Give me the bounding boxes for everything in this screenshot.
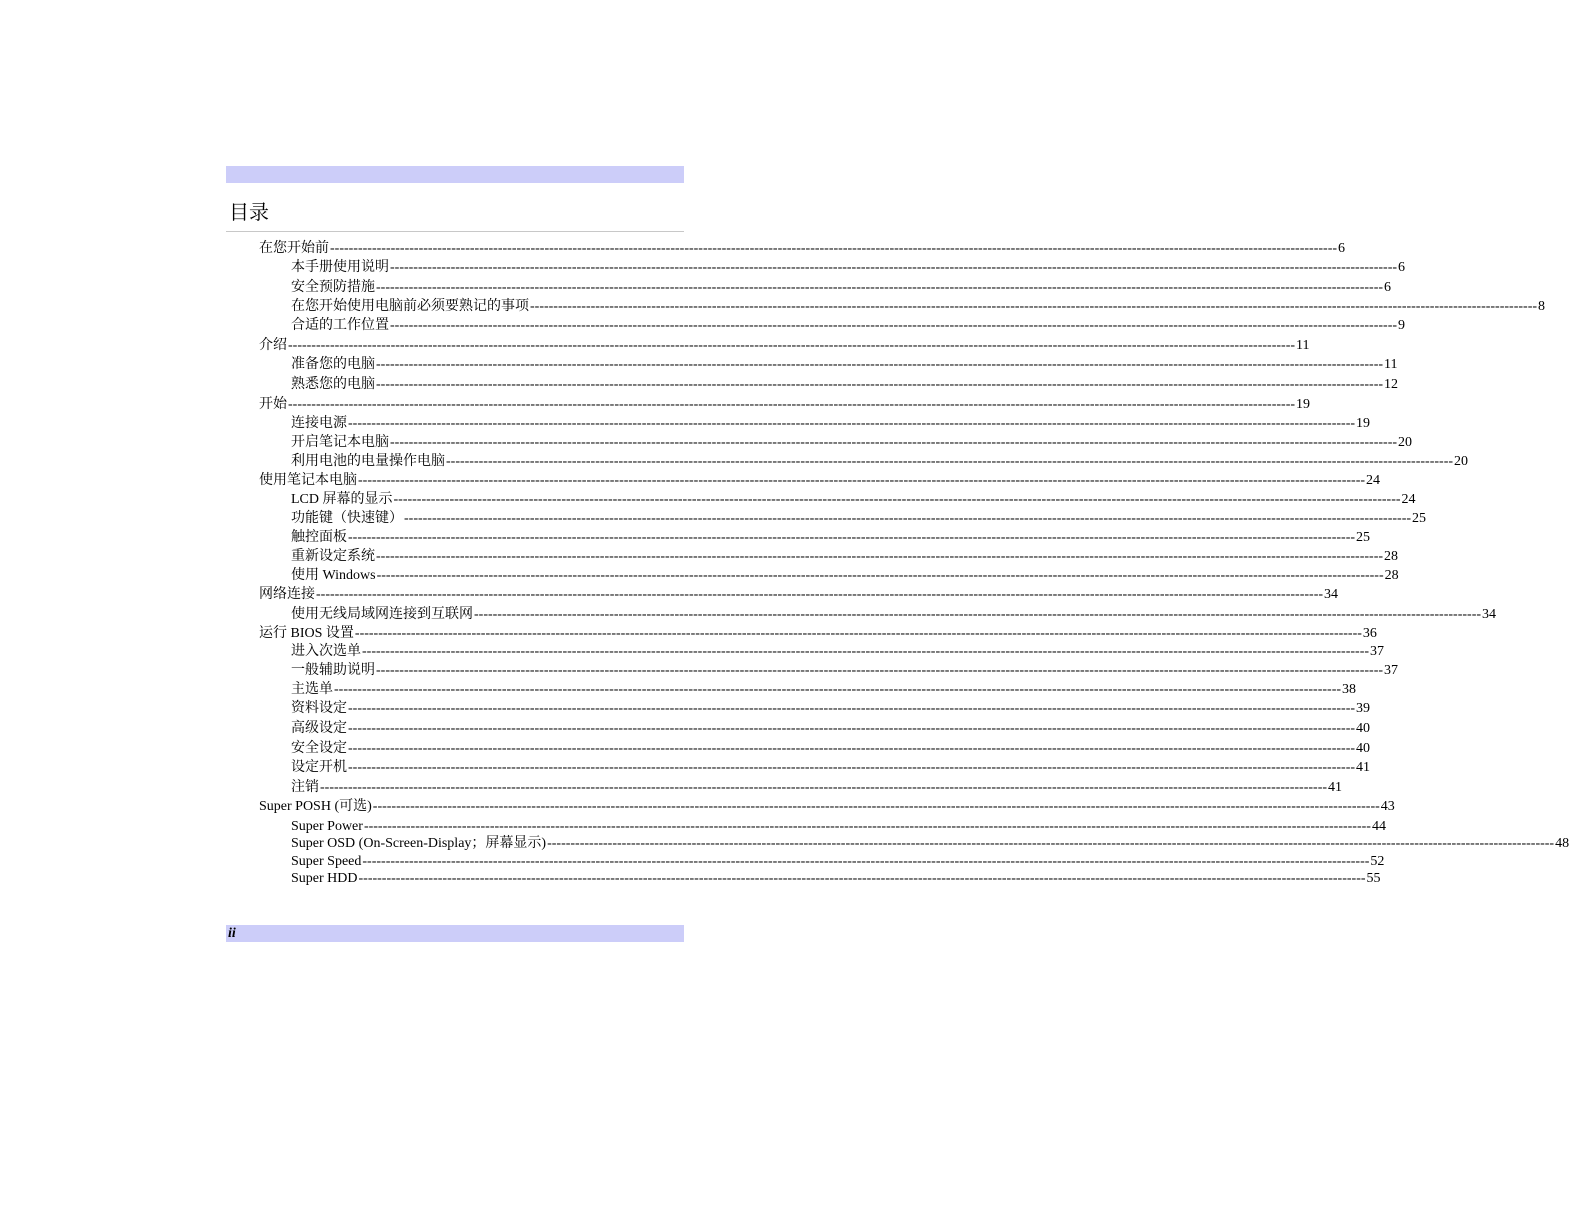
toc-entry-title: 使用笔记本电脑 bbox=[259, 473, 357, 488]
toc-subsection-entry[interactable] bbox=[291, 375, 1399, 394]
toc-subsection-entry[interactable] bbox=[291, 680, 1357, 699]
toc-subsection-entry[interactable] bbox=[291, 642, 1385, 661]
toc-entry-page: 48 bbox=[1555, 836, 1569, 851]
toc-dot-leader: ------------------------------------------------------------------------------------------------------------------------------------------------------------------------------------------------------------------------ bbox=[372, 799, 1380, 814]
toc-entry-page: 28 bbox=[1384, 568, 1399, 583]
toc-entry-title: 开始 bbox=[259, 397, 287, 412]
toc-dot-leader: ------------------------------------------------------------------------------------------------------------------------------------------------------------------------------------------------------------------------ bbox=[404, 511, 1412, 526]
toc-subsection-entry[interactable] bbox=[291, 719, 1371, 738]
toc-dot-leader: ------------------------------------------------------------------------------------------------------------------------------------------------------------------------------------------------------------------------ bbox=[390, 318, 1398, 333]
toc-entry-page: 52 bbox=[1370, 854, 1385, 869]
toc-dot-leader: ------------------------------------------------------------------------------------------------------------------------------------------------------------------------------------------------------------------------ bbox=[376, 549, 1384, 564]
toc-entry-page: 28 bbox=[1384, 549, 1399, 564]
toc-entry-title: 利用电池的电量操作电脑 bbox=[291, 454, 445, 469]
footer-page-number: ii bbox=[228, 926, 236, 941]
toc-dot-leader: ------------------------------------------------------------------------------------------------------------------------------------------------------------------------------------------------------------------------ bbox=[358, 473, 1366, 488]
toc-entry-title: 主选单 bbox=[291, 682, 333, 697]
toc-section-entry[interactable] bbox=[259, 797, 1395, 816]
toc-entry-title: 安全预防措施 bbox=[291, 280, 375, 295]
toc-entry-title: Super HDD bbox=[291, 871, 358, 886]
toc-entry-title: 进入次选单 bbox=[291, 644, 361, 659]
toc-entry-page: 44 bbox=[1371, 819, 1386, 834]
toc-dot-leader: ------------------------------------------------------------------------------------------------------------------------------------------------------------------------------------------------------------------------ bbox=[474, 607, 1482, 622]
toc-subsection-entry[interactable] bbox=[291, 316, 1406, 335]
toc-subsection-entry[interactable] bbox=[291, 739, 1371, 758]
toc-dot-leader: ------------------------------------------------------------------------------------------------------------------------------------------------------------------------------------------------------------------------ bbox=[348, 701, 1356, 716]
toc-entry-title: 准备您的电脑 bbox=[291, 357, 375, 372]
toc-entry-page: 40 bbox=[1356, 721, 1371, 736]
toc-subsection-entry[interactable] bbox=[291, 758, 1371, 777]
toc-section-entry[interactable] bbox=[259, 624, 1377, 643]
toc-entry-page: 41 bbox=[1356, 760, 1371, 775]
toc-entry-page: 6 bbox=[1398, 260, 1406, 275]
toc-entry-title: 在您开始前 bbox=[259, 241, 329, 256]
toc-dot-leader: ------------------------------------------------------------------------------------------------------------------------------------------------------------------------------------------------------------------------ bbox=[376, 568, 1384, 583]
toc-subsection-entry[interactable] bbox=[291, 278, 1392, 297]
toc-entry-title: Super POSH (可选) bbox=[259, 799, 372, 814]
toc-entry-title: 高级设定 bbox=[291, 721, 347, 736]
toc-dot-leader: ------------------------------------------------------------------------------------------------------------------------------------------------------------------------------------------------------------------------ bbox=[348, 530, 1356, 545]
toc-dot-leader: ------------------------------------------------------------------------------------------------------------------------------------------------------------------------------------------------------------------------ bbox=[390, 435, 1398, 450]
toc-subsection-entry[interactable] bbox=[291, 433, 1413, 452]
toc-dot-leader: ------------------------------------------------------------------------------------------------------------------------------------------------------------------------------------------------------------------------ bbox=[334, 682, 1342, 697]
toc-entry-page: 20 bbox=[1454, 454, 1469, 469]
toc-entry-page: 8 bbox=[1538, 299, 1546, 314]
toc-dot-leader: ------------------------------------------------------------------------------------------------------------------------------------------------------------------------------------------------------------------------ bbox=[288, 338, 1296, 353]
toc-subsection-entry[interactable] bbox=[291, 297, 1546, 316]
toc-entry-title: Super OSD (On-Screen-Display；屏幕显示) bbox=[291, 836, 547, 851]
toc-dot-leader: ------------------------------------------------------------------------------------------------------------------------------------------------------------------------------------------------------------------------ bbox=[376, 357, 1384, 372]
header-band bbox=[226, 166, 684, 183]
toc-entry-page: 6 bbox=[1384, 280, 1392, 295]
toc-entry-page: 12 bbox=[1384, 377, 1399, 392]
toc-subsection-entry[interactable] bbox=[291, 490, 1416, 509]
toc-entry-title: Super Power bbox=[291, 819, 363, 834]
toc-entry-page: 41 bbox=[1328, 780, 1343, 795]
toc-entry-page: 11 bbox=[1384, 357, 1398, 372]
toc-entry-title: 介绍 bbox=[259, 338, 287, 353]
toc-subsection-entry[interactable] bbox=[291, 414, 1371, 433]
toc-subsection-entry[interactable] bbox=[291, 566, 1399, 585]
toc-subsection-entry[interactable] bbox=[291, 547, 1399, 566]
footer-band bbox=[226, 925, 684, 942]
toc-dot-leader: ------------------------------------------------------------------------------------------------------------------------------------------------------------------------------------------------------------------------ bbox=[358, 871, 1366, 886]
toc-entry-title: 网络连接 bbox=[259, 587, 315, 602]
toc-subsection-entry[interactable] bbox=[291, 258, 1406, 277]
toc-subsection-entry[interactable] bbox=[291, 509, 1427, 528]
toc-dot-leader: ------------------------------------------------------------------------------------------------------------------------------------------------------------------------------------------------------------------------ bbox=[376, 377, 1384, 392]
toc-entry-title: 开启笔记本电脑 bbox=[291, 435, 389, 450]
toc-dot-leader: ------------------------------------------------------------------------------------------------------------------------------------------------------------------------------------------------------------------------ bbox=[348, 760, 1356, 775]
toc-dot-leader: ------------------------------------------------------------------------------------------------------------------------------------------------------------------------------------------------------------------------ bbox=[376, 663, 1384, 678]
toc-entry-title: 安全设定 bbox=[291, 741, 347, 756]
toc-entry-page: 34 bbox=[1324, 587, 1339, 602]
toc-entry-title: 设定开机 bbox=[291, 760, 347, 775]
toc-dot-leader: ------------------------------------------------------------------------------------------------------------------------------------------------------------------------------------------------------------------------ bbox=[316, 587, 1324, 602]
toc-entry-page: 34 bbox=[1482, 607, 1497, 622]
toc-entry-title: 一般辅助说明 bbox=[291, 663, 375, 678]
toc-dot-leader: ------------------------------------------------------------------------------------------------------------------------------------------------------------------------------------------------------------------------ bbox=[348, 721, 1356, 736]
toc-entry-title: 功能键（快速键） bbox=[291, 511, 403, 526]
toc-entry-title: 熟悉您的电脑 bbox=[291, 377, 375, 392]
toc-dot-leader: ------------------------------------------------------------------------------------------------------------------------------------------------------------------------------------------------------------------------ bbox=[330, 241, 1338, 256]
toc-dot-leader: ------------------------------------------------------------------------------------------------------------------------------------------------------------------------------------------------------------------------ bbox=[390, 260, 1398, 275]
toc-entry-page: 20 bbox=[1398, 435, 1413, 450]
toc-subsection-entry[interactable] bbox=[291, 869, 1381, 888]
toc-dot-leader: ------------------------------------------------------------------------------------------------------------------------------------------------------------------------------------------------------------------------ bbox=[376, 280, 1384, 295]
toc-entry-title: 本手册使用说明 bbox=[291, 260, 389, 275]
toc-section-entry[interactable] bbox=[259, 336, 1310, 355]
heading-divider bbox=[226, 231, 684, 232]
toc-dot-leader: ------------------------------------------------------------------------------------------------------------------------------------------------------------------------------------------------------------------------ bbox=[393, 492, 1401, 507]
toc-entry-page: 25 bbox=[1412, 511, 1427, 526]
toc-entry-title: 合适的工作位置 bbox=[291, 318, 389, 333]
toc-entry-page: 36 bbox=[1362, 626, 1377, 641]
toc-entry-title: 重新设定系统 bbox=[291, 549, 375, 564]
toc-entry-page: 37 bbox=[1384, 663, 1399, 678]
toc-entry-page: 24 bbox=[1366, 473, 1381, 488]
toc-entry-title: 使用无线局域网连接到互联网 bbox=[291, 607, 473, 622]
toc-subsection-entry[interactable] bbox=[291, 452, 1469, 471]
toc-dot-leader: ------------------------------------------------------------------------------------------------------------------------------------------------------------------------------------------------------------------------ bbox=[446, 454, 1454, 469]
toc-entry-page: 11 bbox=[1296, 338, 1310, 353]
toc-entry-page: 39 bbox=[1356, 701, 1371, 716]
toc-heading: 目录 bbox=[229, 202, 269, 224]
toc-entry-title: Super Speed bbox=[291, 854, 362, 869]
toc-dot-leader: ------------------------------------------------------------------------------------------------------------------------------------------------------------------------------------------------------------------------ bbox=[530, 299, 1538, 314]
toc-entry-page: 6 bbox=[1338, 241, 1346, 256]
toc-subsection-entry[interactable] bbox=[291, 699, 1371, 718]
toc-subsection-entry[interactable] bbox=[291, 778, 1343, 797]
toc-section-entry[interactable] bbox=[259, 239, 1346, 258]
toc-entry-page: 9 bbox=[1398, 318, 1406, 333]
toc-entry-page: 24 bbox=[1401, 492, 1416, 507]
toc-entry-title: 连接电源 bbox=[291, 416, 347, 431]
toc-section-entry[interactable] bbox=[259, 471, 1381, 490]
toc-entry-title: LCD 屏幕的显示 bbox=[291, 492, 393, 507]
toc-dot-leader: ------------------------------------------------------------------------------------------------------------------------------------------------------------------------------------------------------------------------ bbox=[320, 780, 1328, 795]
toc-entry-page: 40 bbox=[1356, 741, 1371, 756]
toc-dot-leader: ------------------------------------------------------------------------------------------------------------------------------------------------------------------------------------------------------------------------ bbox=[354, 626, 1362, 641]
toc-entry-page: 43 bbox=[1380, 799, 1395, 814]
toc-dot-leader: ------------------------------------------------------------------------------------------------------------------------------------------------------------------------------------------------------------------------ bbox=[348, 741, 1356, 756]
toc-subsection-entry[interactable] bbox=[291, 661, 1399, 680]
toc-subsection-entry[interactable] bbox=[291, 355, 1398, 374]
toc-subsection-entry[interactable] bbox=[291, 528, 1371, 547]
toc-entry-page: 55 bbox=[1366, 871, 1381, 886]
toc-dot-leader: ------------------------------------------------------------------------------------------------------------------------------------------------------------------------------------------------------------------------ bbox=[547, 836, 1555, 851]
toc-entry-page: 25 bbox=[1356, 530, 1371, 545]
toc-dot-leader: ------------------------------------------------------------------------------------------------------------------------------------------------------------------------------------------------------------------------ bbox=[363, 819, 1371, 834]
toc-entry-page: 19 bbox=[1296, 397, 1311, 412]
toc-entry-page: 38 bbox=[1342, 682, 1357, 697]
toc-entry-title: 资料设定 bbox=[291, 701, 347, 716]
toc-entry-title: 运行 BIOS 设置 bbox=[259, 626, 354, 641]
toc-section-entry[interactable] bbox=[259, 585, 1339, 604]
toc-dot-leader: ------------------------------------------------------------------------------------------------------------------------------------------------------------------------------------------------------------------------ bbox=[348, 416, 1356, 431]
toc-subsection-entry[interactable] bbox=[291, 834, 1569, 853]
toc-entry-title: 注销 bbox=[291, 780, 319, 795]
toc-dot-leader: ------------------------------------------------------------------------------------------------------------------------------------------------------------------------------------------------------------------------ bbox=[362, 644, 1370, 659]
toc-entry-title: 使用 Windows bbox=[291, 568, 376, 583]
toc-section-entry[interactable] bbox=[259, 395, 1311, 414]
toc-dot-leader: ------------------------------------------------------------------------------------------------------------------------------------------------------------------------------------------------------------------------ bbox=[362, 854, 1370, 869]
toc-subsection-entry[interactable] bbox=[291, 605, 1497, 624]
toc-entry-page: 19 bbox=[1356, 416, 1371, 431]
toc-entry-title: 触控面板 bbox=[291, 530, 347, 545]
toc-entry-title: 在您开始使用电脑前必须要熟记的事项 bbox=[291, 299, 529, 314]
toc-entry-page: 37 bbox=[1370, 644, 1385, 659]
toc-dot-leader: ------------------------------------------------------------------------------------------------------------------------------------------------------------------------------------------------------------------------ bbox=[288, 397, 1296, 412]
